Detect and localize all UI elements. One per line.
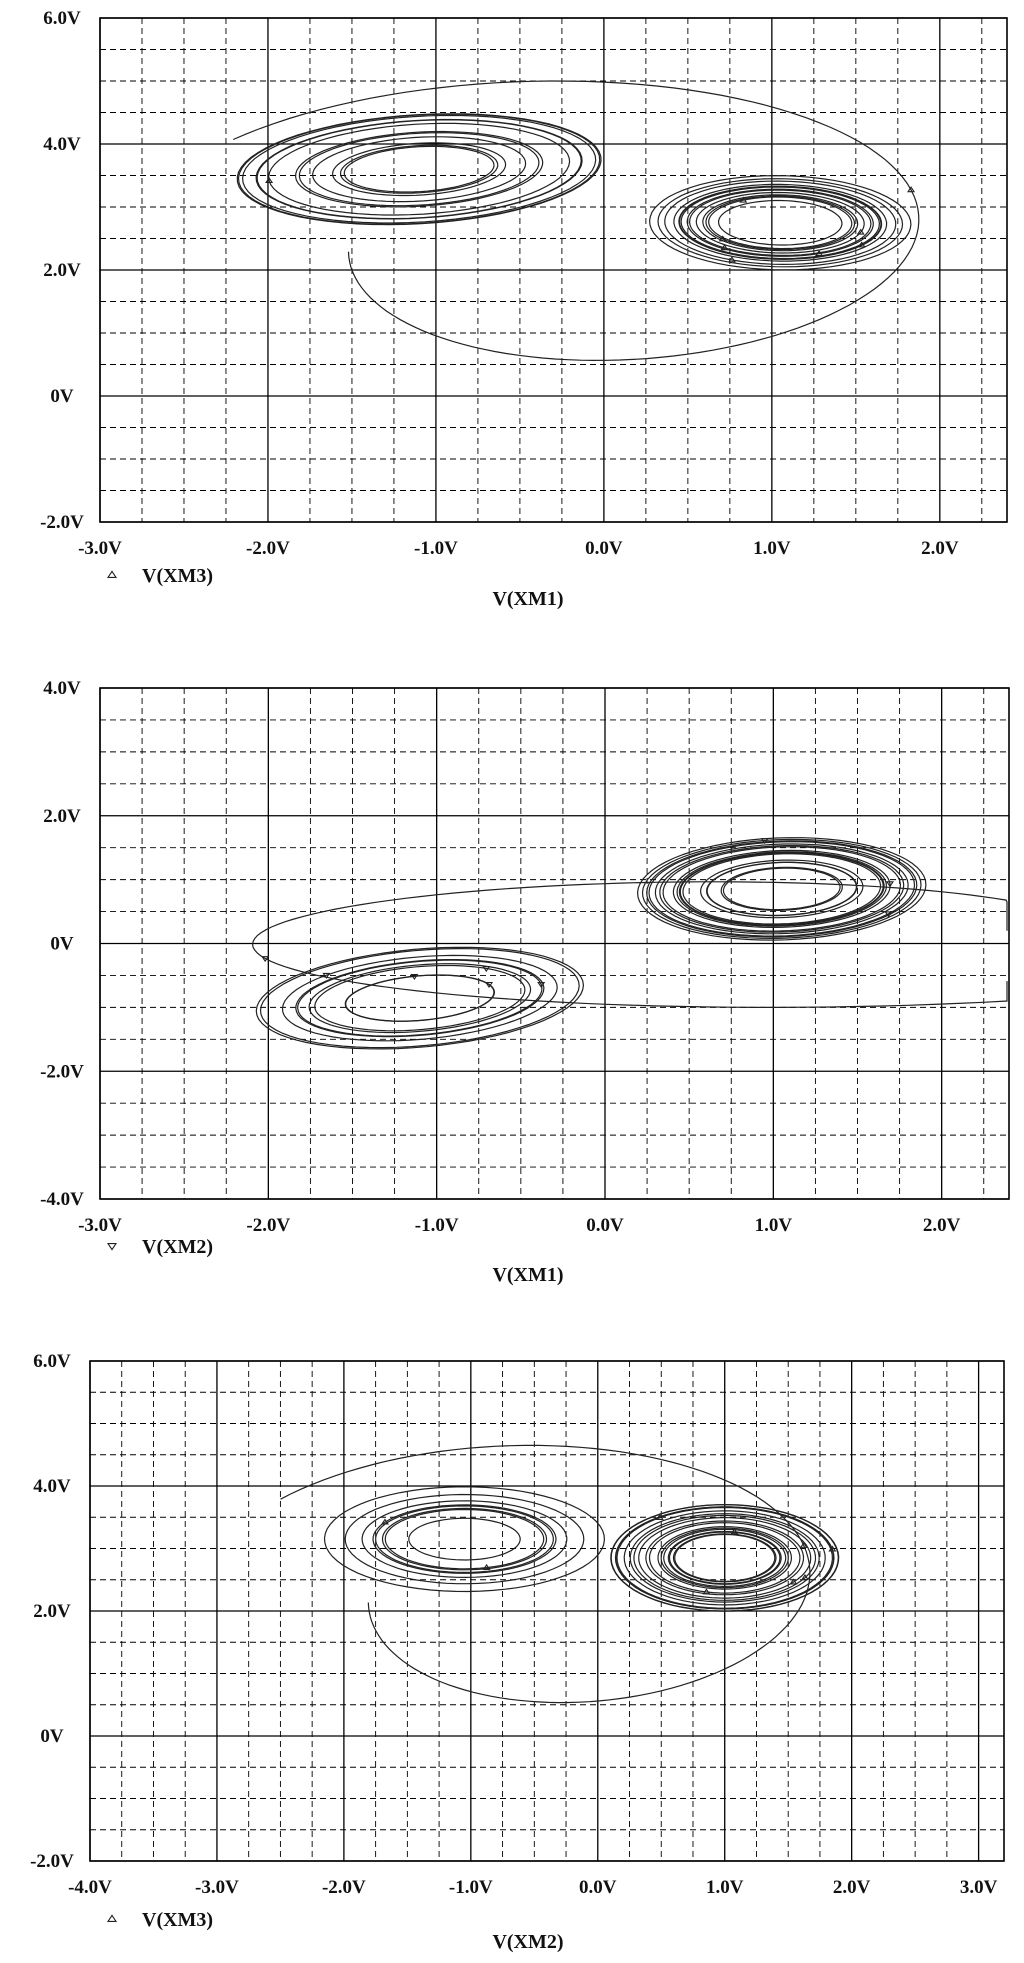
- chart-xm3-vs-xm1: [0, 0, 1024, 620]
- x-tick-label: -3.0V: [195, 1877, 239, 1898]
- legend-label: V(XM2): [142, 1236, 214, 1258]
- chart-xm3-vs-xm2: [0, 1342, 1024, 1962]
- y-tick-label: 6.0V: [33, 1351, 71, 1372]
- trajectory-loop: [690, 190, 871, 255]
- y-tick-label: 6.0V: [43, 8, 81, 29]
- trajectory-loop: [373, 1505, 556, 1573]
- trajectory-loop: [256, 947, 583, 1049]
- y-tick-label: 0V: [50, 933, 74, 955]
- x-tick-label: 1.0V: [753, 538, 791, 559]
- x-tick-label: -1.0V: [414, 1215, 459, 1236]
- x-tick-label: -2.0V: [246, 1215, 291, 1236]
- trajectory: [281, 1445, 839, 1702]
- x-tick-label: -1.0V: [414, 538, 458, 559]
- legend-label: V(XM3): [142, 1909, 214, 1931]
- x-tick-label: -2.0V: [321, 1877, 366, 1898]
- grid: [100, 18, 1007, 522]
- legend-marker: [108, 1244, 116, 1250]
- y-tick-label: 4.0V: [33, 1476, 71, 1497]
- y-tick-label: -2.0V: [40, 512, 84, 533]
- x-tick-label: -2.0V: [246, 538, 290, 559]
- x-tick-label: 0.0V: [585, 538, 623, 559]
- trajectory-loop: [696, 193, 864, 254]
- x-tick-label: 1.0V: [705, 1877, 744, 1898]
- y-tick-label: -4.0V: [40, 1189, 84, 1210]
- x-tick-label: 0.0V: [586, 1215, 624, 1236]
- y-tick-label: 2.0V: [33, 1601, 71, 1622]
- y-tick-label: 0V: [50, 386, 74, 407]
- x-axis-label: V(XM1): [492, 1264, 564, 1286]
- chart-xm2-vs-xm1: [0, 660, 1024, 1320]
- trajectory-loop: [345, 975, 494, 1021]
- trajectory-transient: [253, 882, 1007, 1008]
- trajectory-loop: [237, 114, 601, 225]
- trajectory-loop: [665, 181, 896, 264]
- y-tick-label: 4.0V: [43, 134, 81, 155]
- grid: [90, 1361, 1004, 1861]
- x-tick-label: -1.0V: [448, 1877, 493, 1898]
- legend: [108, 1236, 213, 1258]
- trajectory-loop: [681, 187, 879, 259]
- legend: [108, 1909, 213, 1931]
- trajectory-loop: [655, 844, 908, 934]
- trajectory: [233, 81, 919, 360]
- y-tick-label: -2.0V: [30, 1851, 74, 1872]
- trajectory-loop: [376, 1506, 554, 1573]
- trajectory-loop: [658, 179, 903, 267]
- y-tick-label: 4.0V: [43, 678, 81, 699]
- trajectory-loop: [707, 862, 857, 915]
- trajectory-loop: [707, 862, 856, 915]
- x-tick-label: 2.0V: [922, 1215, 961, 1236]
- y-tick-label: 0V: [40, 1726, 64, 1747]
- trajectory-loop: [344, 146, 494, 192]
- x-tick-label: -3.0V: [78, 1215, 122, 1236]
- y-tick-label: 2.0V: [43, 805, 81, 827]
- trajectory-loop: [346, 975, 494, 1021]
- legend-label: V(XM3): [142, 565, 214, 587]
- x-tick-label: 1.0V: [754, 1215, 793, 1236]
- trajectory-loop: [298, 960, 542, 1036]
- legend-marker: [108, 571, 116, 577]
- x-tick-label: -4.0V: [68, 1877, 112, 1898]
- legend: [108, 565, 213, 587]
- x-axis-label: V(XM1): [492, 588, 564, 610]
- x-tick-label: 2.0V: [832, 1877, 871, 1898]
- trajectory-loop: [325, 1487, 605, 1592]
- trajectory-loop: [261, 949, 580, 1048]
- trajectory-loop: [239, 114, 600, 224]
- x-tick-label: 3.0V: [959, 1877, 998, 1898]
- legend-marker: [108, 1915, 116, 1921]
- x-axis-label: V(XM2): [492, 1931, 564, 1953]
- trajectory-loop: [362, 1501, 567, 1578]
- trajectory-loop: [409, 1518, 520, 1560]
- x-tick-label: 2.0V: [921, 538, 959, 559]
- x-tick-label: -3.0V: [78, 538, 122, 559]
- y-tick-label: 2.0V: [43, 260, 81, 281]
- x-tick-label: 0.0V: [579, 1877, 617, 1898]
- grid: [100, 688, 1009, 1199]
- y-tick-label: -2.0V: [40, 1061, 84, 1083]
